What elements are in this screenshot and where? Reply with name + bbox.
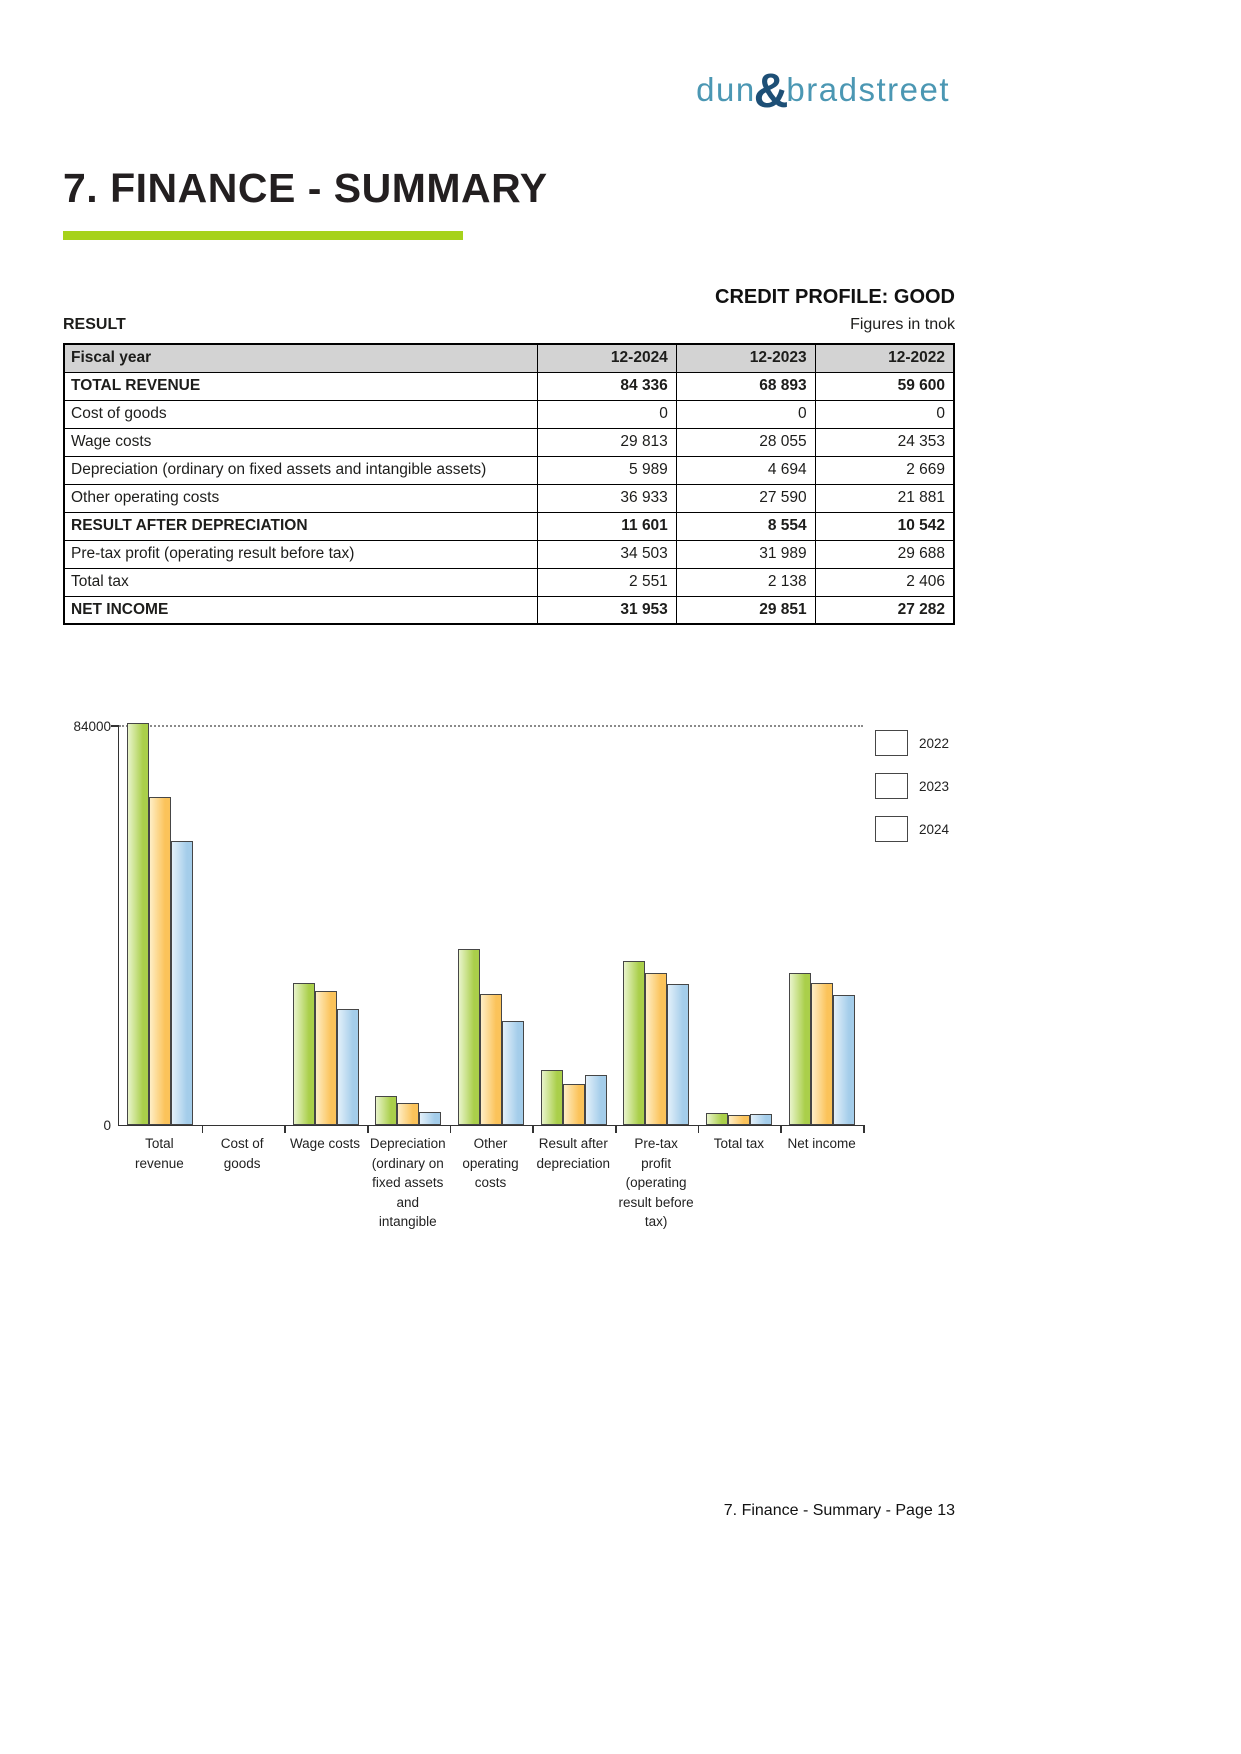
y-axis-zero-label: 0 (103, 1118, 111, 1133)
legend-label: 2022 (919, 735, 950, 751)
row-label: Cost of goods (64, 400, 537, 428)
x-axis-label: Total revenue (134, 1136, 184, 1171)
bar-group (698, 726, 781, 1125)
row-label: Depreciation (ordinary on fixed assets and intangible assets) (64, 456, 537, 484)
row-label: Other operating costs (64, 484, 537, 512)
legend-swatch-2022 (875, 730, 908, 756)
bar-2023 (728, 1115, 750, 1125)
bar-2022 (502, 1021, 524, 1125)
x-axis-tick (863, 1125, 865, 1133)
dnb-logo (696, 64, 950, 119)
table-header-cell: Fiscal year (64, 344, 537, 372)
row-value: 4 694 (676, 456, 815, 484)
x-axis-label: Total tax (713, 1136, 764, 1151)
row-value: 0 (676, 400, 815, 428)
bar-group (780, 726, 863, 1125)
credit-profile-label: CREDIT PROFILE: GOOD (715, 286, 955, 308)
row-value: 28 055 (676, 428, 815, 456)
x-axis-tick (532, 1125, 534, 1133)
row-value: 29 813 (537, 428, 676, 456)
row-value: 29 688 (815, 540, 954, 568)
table-row (64, 456, 954, 484)
table-row (64, 540, 954, 568)
page-title: 7. FINANCE - SUMMARY (63, 165, 548, 211)
legend-item (875, 773, 949, 799)
bar-2024 (127, 723, 149, 1125)
x-axis-label: Net income (787, 1136, 856, 1151)
x-axis-label: Wage costs (289, 1136, 360, 1151)
bar-2024 (293, 983, 315, 1125)
bar-2023 (811, 983, 833, 1125)
bar-2024 (706, 1113, 728, 1125)
row-value: 68 893 (676, 372, 815, 400)
row-value: 5 989 (537, 456, 676, 484)
row-value: 0 (815, 400, 954, 428)
row-label: Total tax (64, 568, 537, 596)
bar-2022 (171, 841, 193, 1125)
row-value: 10 542 (815, 512, 954, 540)
bar-2024 (623, 961, 645, 1125)
logo-ampersand-icon: & (753, 65, 789, 118)
bar-group (367, 726, 450, 1125)
x-axis-label: Other operating costs (462, 1136, 519, 1191)
row-value: 29 851 (676, 596, 815, 624)
row-label: Pre-tax profit (operating result before tax) (64, 540, 537, 568)
legend-swatch-2023 (875, 773, 908, 799)
row-value: 8 554 (676, 512, 815, 540)
table-meta-row (63, 316, 955, 334)
x-axis-tick (698, 1125, 700, 1133)
bar-2024 (458, 949, 480, 1125)
row-value: 27 282 (815, 596, 954, 624)
table-header-row (64, 344, 954, 372)
row-value: 31 953 (537, 596, 676, 624)
row-value: 11 601 (537, 512, 676, 540)
legend-item (875, 816, 949, 842)
table-header-cell: 12-2024 (537, 344, 676, 372)
x-axis-tick (367, 1125, 369, 1133)
bar-group (532, 726, 615, 1125)
bar-2022 (833, 995, 855, 1125)
x-axis-labels (118, 1134, 863, 1232)
bar-2023 (563, 1084, 585, 1125)
row-value: 21 881 (815, 484, 954, 512)
result-table-body (64, 372, 954, 624)
row-value: 59 600 (815, 372, 954, 400)
table-row (64, 596, 954, 624)
chart-legend (875, 730, 949, 859)
bar-group (450, 726, 533, 1125)
legend-swatch-2024 (875, 816, 908, 842)
row-value: 34 503 (537, 540, 676, 568)
bar-2024 (541, 1070, 563, 1125)
result-table-head (64, 344, 954, 372)
row-value: 84 336 (537, 372, 676, 400)
bar-group (284, 726, 367, 1125)
bar-group (615, 726, 698, 1125)
x-axis-label: Cost of goods (220, 1136, 264, 1171)
row-label: TOTAL REVENUE (64, 372, 537, 400)
x-axis-tick (202, 1125, 204, 1133)
finance-bar-chart (63, 698, 1183, 1243)
row-value: 2 138 (676, 568, 815, 596)
table-header-cell: 12-2022 (815, 344, 954, 372)
x-axis-label: Pre-tax profit (operating result before tax) (618, 1136, 694, 1230)
table-header-cell: 12-2023 (676, 344, 815, 372)
x-axis-label: Depreciation (ordinary on fixed assets and intangible (369, 1136, 446, 1230)
bar-2022 (667, 984, 689, 1125)
bar-2023 (397, 1103, 419, 1125)
bar-2022 (337, 1009, 359, 1125)
legend-item (875, 730, 949, 756)
logo-text-dun: dun (696, 71, 756, 108)
logo-text-bradstreet: bradstreet (786, 71, 950, 108)
bar-2024 (375, 1096, 397, 1125)
x-axis-tick (284, 1125, 286, 1133)
row-label: RESULT AFTER DEPRECIATION (64, 512, 537, 540)
page-footer: 7. Finance - Summary - Page 13 (723, 1502, 955, 1519)
table-row (64, 400, 954, 428)
x-axis-tick (780, 1125, 782, 1133)
row-value: 2 669 (815, 456, 954, 484)
bar-2022 (419, 1112, 441, 1125)
table-row (64, 512, 954, 540)
chart-plot-area (118, 726, 863, 1126)
bar-2023 (480, 994, 502, 1125)
table-row (64, 568, 954, 596)
bar-2023 (645, 973, 667, 1125)
row-value: 27 590 (676, 484, 815, 512)
x-axis-label: Result after depreciation (536, 1136, 611, 1171)
result-table (63, 343, 955, 625)
row-value: 24 353 (815, 428, 954, 456)
row-value: 2 551 (537, 568, 676, 596)
legend-label: 2024 (919, 821, 950, 837)
bar-group (119, 726, 202, 1125)
row-value: 2 406 (815, 568, 954, 596)
bar-2023 (315, 991, 337, 1125)
row-value: 36 933 (537, 484, 676, 512)
bar-2024 (789, 973, 811, 1125)
row-label: NET INCOME (64, 596, 537, 624)
row-value: 31 989 (676, 540, 815, 568)
bar-2022 (585, 1075, 607, 1125)
table-row (64, 372, 954, 400)
x-axis-tick (615, 1125, 617, 1133)
y-axis-max-label: 84000 (73, 719, 111, 734)
figures-unit-note: Figures in tnok (850, 316, 955, 333)
section-label: RESULT (63, 316, 126, 333)
bar-groups (119, 726, 863, 1125)
bar-2022 (750, 1114, 772, 1125)
title-accent-rule (63, 231, 463, 240)
y-axis-tick (111, 725, 119, 727)
bar-2023 (149, 797, 171, 1125)
row-value: 0 (537, 400, 676, 428)
table-row (64, 428, 954, 456)
row-label: Wage costs (64, 428, 537, 456)
x-axis-tick (450, 1125, 452, 1133)
bar-group (202, 726, 285, 1125)
table-row (64, 484, 954, 512)
legend-label: 2023 (919, 778, 950, 794)
